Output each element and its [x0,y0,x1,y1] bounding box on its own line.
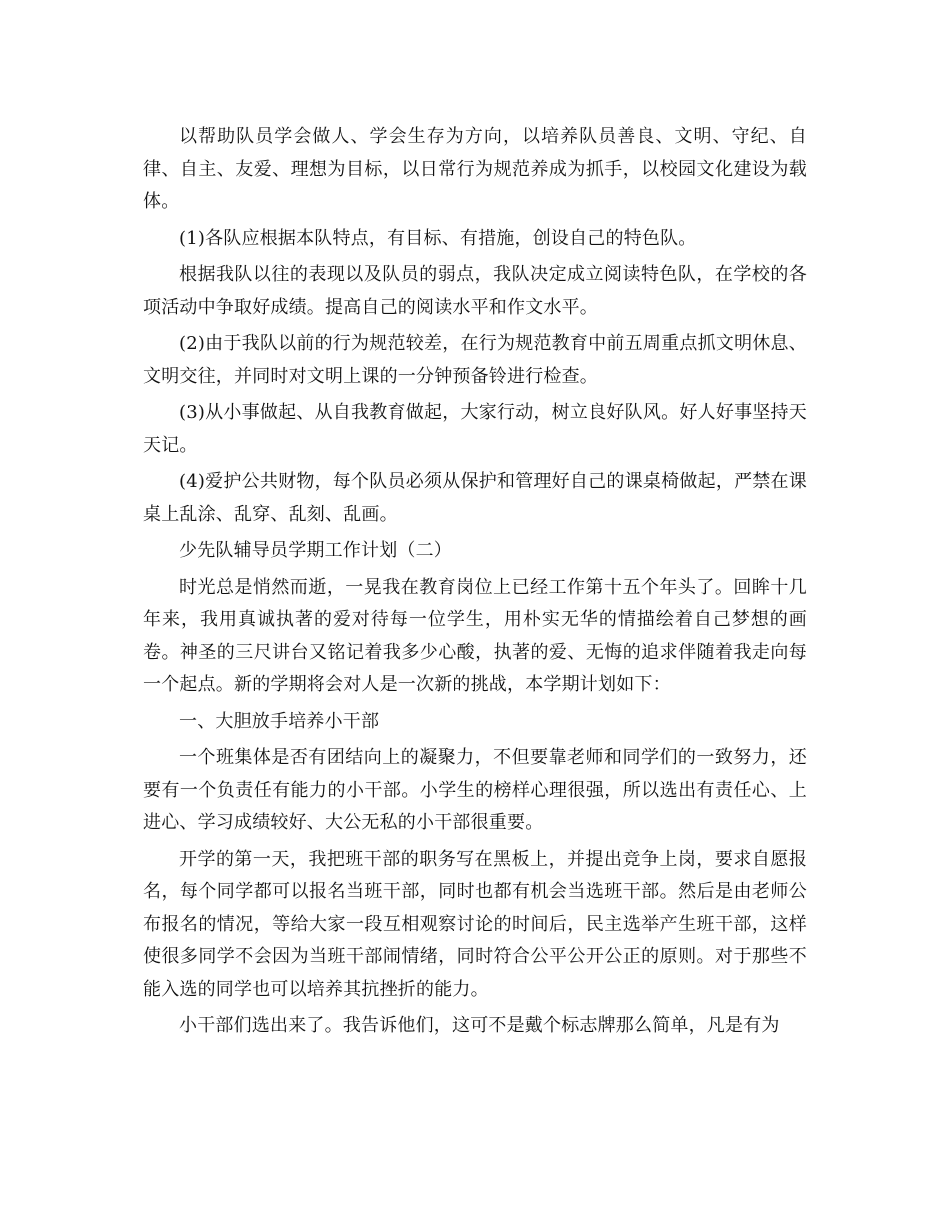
section-title: 少先队辅导员学期工作计划（二） [179,540,452,561]
subsection-heading: 一、大胆放手培养小干部 [179,710,380,732]
paragraph-item-2: (2)由于我队以前的行为规范较差，在行为规范教育中前五周重点抓文明休息、文明交往，并同时对文明上课的一分钟预备铃进行检查。 [143,333,807,387]
paragraph-item-1: (1)各队应根据本队特点，有目标、有措施，创设自己的特色队。 [179,227,697,249]
paragraph-item-3: (3)从小事做起、从自我教育做起，大家行动，树立良好队风。好人好事坚持天天记。 [143,402,807,456]
paragraph-goal: 以帮助队员学会做人、学会生存为方向，以培养队员善良、文明、守纪、自律、自主、友爱、理想为目标，以日常行为规范养成为抓手，以校园文化建设为载体。 [143,126,807,212]
paragraph-cadres-selected: 小干部们选出来了。我告诉他们，这可不是戴个标志牌那么简单，凡是有为 [179,1015,780,1036]
paragraph-first-day: 开学的第一天，我把班干部的职务写在黑板上，并提出竞争上岗，要求自愿报名，每个同学都可以报名当班干部，同时也都有机会当选班干部。然后是由老师公布报名的情况，等给大家一段互相观察讨论的时间后，民主选举产生班干部，这样使很多同学不会因为当班干部闹情绪，同时符合公平公开公正的原则。对于那些不能入选的同学也可以培养其抗挫折的能力。 [143,848,807,1000]
paragraph-reading-team: 根据我队以往的表现以及队员的弱点，我队决定成立阅读特色队，在学校的各项活动中争取好成绩。提高自己的阅读水平和作文水平。 [143,264,807,318]
paragraph-intro: 时光总是悄然而逝，一晃我在教育岗位上已经工作第十五个年头了。回眸十几年来，我用真诚执著的爱对待每一位学生，用朴实无华的情描绘着自己梦想的画卷。神圣的三尺讲台又铭记着我多少心酸，执著的爱、无悔的追求伴随着我走向每一个起点。新的学期将会对人是一次新的挑战，本学期计划如下： [143,576,807,695]
paragraph-class-cohesion: 一个班集体是否有团结向上的凝聚力，不但要靠老师和同学们的一致努力，还要有一个负责任有能力的小干部。小学生的榜样心理很强，所以选出有责任心、上进心、学习成绩较好、大公无私的小干部很重要。 [143,747,807,833]
paragraph-item-4: (4)爱护公共财物，每个队员必须从保护和管理好自己的课桌椅做起，严禁在课桌上乱涂、乱穿、乱刻、乱画。 [143,471,807,525]
document-body [143,121,807,1047]
